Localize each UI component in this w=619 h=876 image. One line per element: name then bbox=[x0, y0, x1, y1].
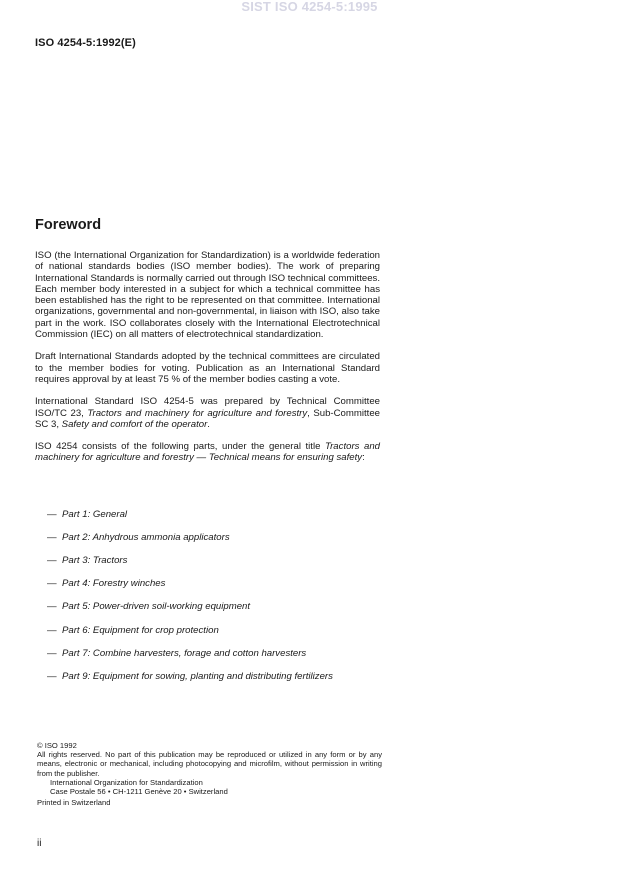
committee-text-a: International Standard ISO 4254-5 was prepared by Technical Committee ISO/TC 23, bbox=[35, 396, 380, 419]
paragraph-parts-intro bbox=[35, 441, 380, 464]
dash-marker: — bbox=[47, 625, 57, 636]
foreword-heading: Foreword bbox=[35, 217, 102, 233]
committee-text-b: , Sub-Committee SC 3, bbox=[35, 407, 380, 430]
dash-marker: — bbox=[47, 671, 57, 682]
part-label: Part 1: General bbox=[62, 509, 128, 520]
copyright-block bbox=[37, 741, 382, 807]
subcommittee-title: Safety and comfort of the operator bbox=[61, 418, 208, 430]
part-label: Part 2: Anhydrous ammonia applicators bbox=[62, 532, 230, 543]
list-item bbox=[47, 671, 333, 682]
part-label: Part 5: Power-driven soil-working equipment bbox=[62, 601, 251, 612]
paragraph-committee bbox=[35, 396, 380, 430]
dash-marker: — bbox=[47, 648, 57, 659]
dash-marker: — bbox=[47, 578, 57, 589]
list-item bbox=[47, 648, 306, 659]
part-label: Part 4: Forestry winches bbox=[62, 578, 166, 589]
watermark: SIST ISO 4254-5:1995 bbox=[241, 0, 378, 14]
paragraph-organization: ISO (the International Organization for Standardization) is a worldwide federation of national standards bodies (ISO member bodies). The work of preparing International Standards is normally carried out through ISO technical committees. Each member body interested in a subject for which a technical committee has been established has the right to be represented on that committee. International organizations, governmental and non-governmental, in liaison with ISO, also take part in the work. ISO collaborates closely with the International Electrotechnical Commission (IEC) on all matters of electrotechnical standardization. bbox=[35, 250, 381, 341]
printed-in: Printed in Switzerland bbox=[37, 798, 111, 808]
rights-statement: All rights reserved. No part of this publication may be reproduced or utilized in any form or by any means, electronic or mechanical, including photocopying and microfilm, without permission in writing from the publisher. bbox=[37, 750, 382, 778]
committee-text-c: . bbox=[207, 418, 210, 430]
dash-marker: — bbox=[47, 601, 57, 612]
organization-address: Case Postale 56 • CH-1211 Genève 20 • Switzerland bbox=[50, 787, 228, 797]
foreword-body bbox=[35, 250, 380, 475]
part-label: Part 3: Tractors bbox=[62, 555, 128, 566]
part-label: Part 9: Equipment for sowing, planting and distributing fertilizers bbox=[62, 671, 333, 682]
dash-marker: — bbox=[47, 509, 57, 520]
copyright-year: © ISO 1992 bbox=[37, 741, 77, 750]
list-item bbox=[47, 532, 230, 543]
part-label: Part 6: Equipment for crop protection bbox=[62, 625, 219, 636]
page-number: ii bbox=[37, 838, 42, 849]
document-id: ISO 4254-5:1992(E) bbox=[35, 37, 136, 49]
general-title: Tractors and machinery for agriculture and forestry — Technical means for ensuring safety bbox=[35, 441, 380, 464]
committee-title: Tractors and machinery for agriculture and forestry bbox=[87, 407, 308, 419]
dash-marker: — bbox=[47, 555, 57, 566]
list-item bbox=[47, 625, 219, 636]
dash-marker: — bbox=[47, 532, 57, 543]
paragraph-voting: Draft International Standards adopted by the technical committees are circulated to the member bodies for voting. Publication as an International Standard requires approval by at least 75 % of the member bodies casting a vote. bbox=[35, 351, 380, 385]
parts-intro-colon: : bbox=[362, 452, 365, 464]
list-item bbox=[47, 509, 127, 520]
part-label: Part 7: Combine harvesters, forage and cotton harvesters bbox=[62, 648, 307, 659]
list-item bbox=[47, 601, 250, 612]
list-item bbox=[47, 578, 165, 589]
list-item bbox=[47, 555, 127, 566]
organization-name: International Organization for Standardization bbox=[50, 777, 203, 787]
parts-intro-text: ISO 4254 consists of the following parts, under the general title bbox=[35, 441, 325, 453]
